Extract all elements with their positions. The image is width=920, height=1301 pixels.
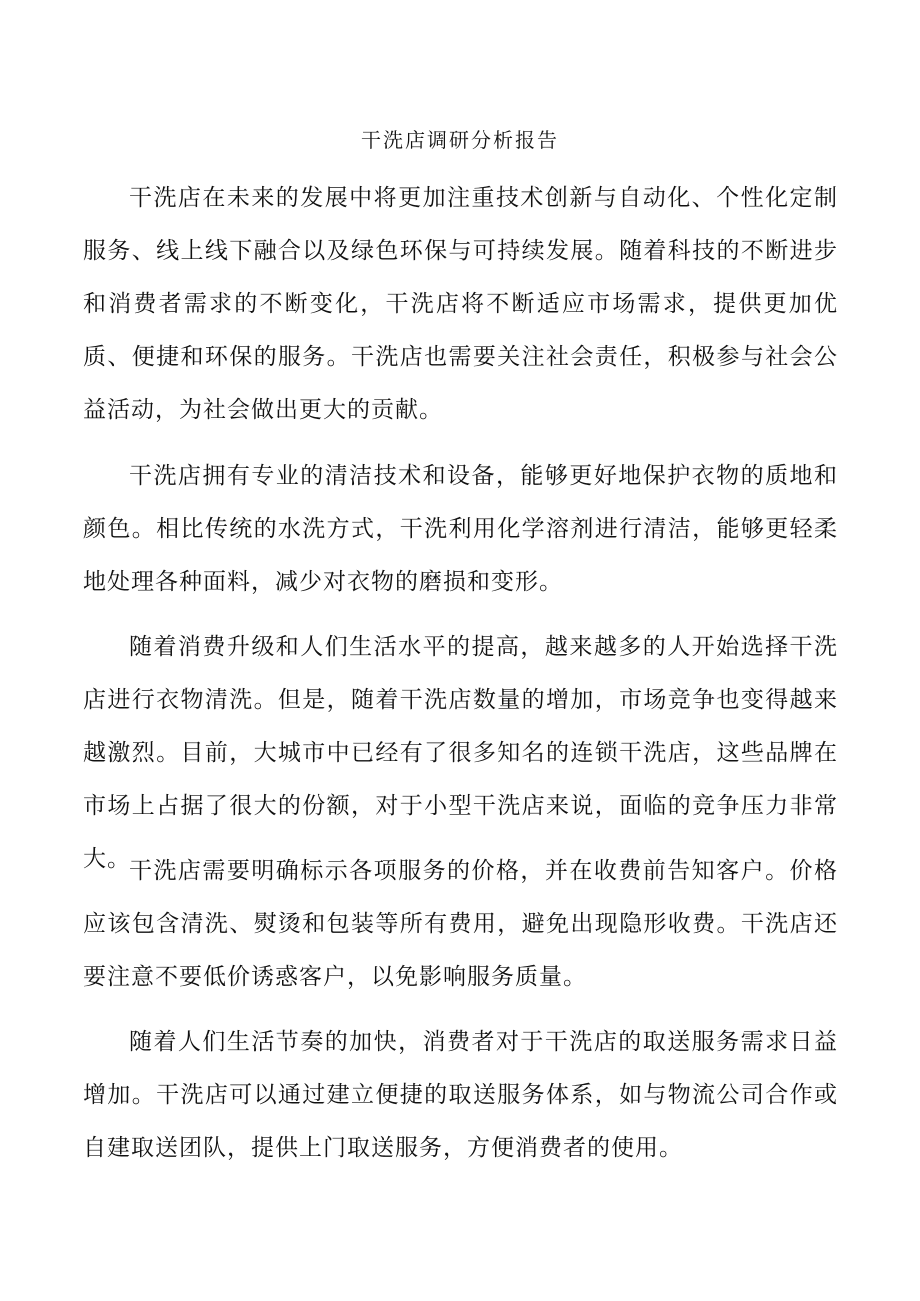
paragraph-market-competition: 随着消费升级和人们生活水平的提高，越来越多的人开始选择干洗店进行衣物清洗。但是，随着干洗店数量的增加，市场竞争也变得越来越激烈。目前，大城市中已经有了很多知名的连锁干洗店，这些品牌在市场上占据了很大的份额，对于小型干洗店来说，面临的竞争压力非常大。	[83, 634, 838, 872]
paragraph-cleaning-technology: 干洗店拥有专业的清洁技术和设备，能够更好地保护衣物的质地和颜色。相比传统的水洗方式，干洗利用化学溶剂进行清洁，能够更轻柔地处理各种面料，减少对衣物的磨损和变形。	[83, 463, 838, 595]
paragraph-pricing: 干洗店需要明确标示各项服务的价格，并在收费前告知客户。价格应该包含清洗、熨烫和包装等所有费用，避免出现隐形收费。干洗店还要注意不要低价诱惑客户，以免影响服务质量。	[83, 858, 838, 990]
paragraph-future-development: 干洗店在未来的发展中将更加注重技术创新与自动化、个性化定制服务、线上线下融合以及绿色环保与可持续发展。随着科技的不断进步和消费者需求的不断变化，干洗店将不断适应市场需求，提供更加优质、便捷和环保的服务。干洗店也需要关注社会责任，积极参与社会公益活动，为社会做出更大的贡献。	[83, 185, 838, 423]
paragraph-pickup-delivery: 随着人们生活节奏的加快，消费者对于干洗店的取送服务需求日益增加。干洗店可以通过建立便捷的取送服务体系，如与物流公司合作或自建取送团队，提供上门取送服务，方便消费者的使用。	[83, 1029, 838, 1161]
document-title: 干洗店调研分析报告	[361, 128, 559, 152]
